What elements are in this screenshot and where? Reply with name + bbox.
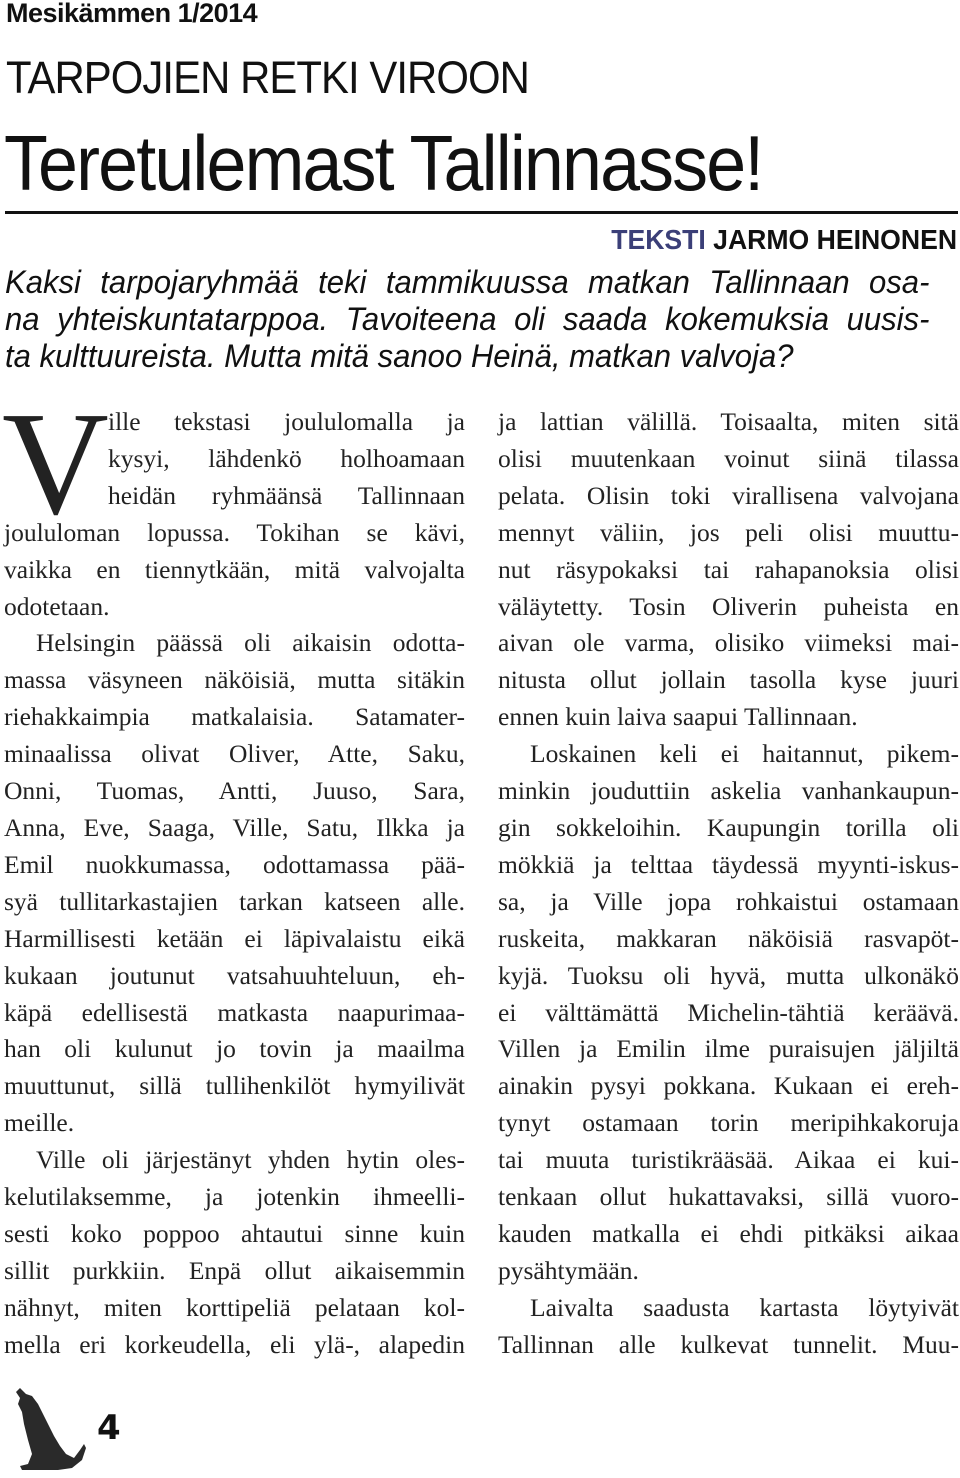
drop-cap: V	[2, 382, 109, 546]
body-text-line: tenkaan ollut hukattavaksi, sillä vuoro-	[498, 1182, 959, 1212]
body-text-line: ainakin pysyi pokkana. Kukaan ei ereh-	[498, 1071, 959, 1101]
body-text-line: kysyi, lähdenkö holhoamaan	[108, 443, 465, 473]
body-text-line: Anna, Eve, Saaga, Ville, Satu, Ilkka ja	[4, 812, 465, 842]
body-text-line: minkin jouduttiin askelia vanhankaupun-	[498, 776, 959, 806]
body-text-line: mella eri korkeudella, eli ylä-, alapedin	[4, 1329, 465, 1359]
body-text-line: tai muuta turistikrääsää. Aikaa ei kui-	[498, 1145, 959, 1175]
body-text-line: vaikka en tiennytkään, mitä valvojalta	[4, 554, 465, 584]
body-text-line: han oli kulunut jo tovin ja maailma	[4, 1034, 465, 1064]
body-text-line: kauden matkalla ei ehdi pitkäksi aikaa	[498, 1218, 959, 1248]
body-text-line: muuttunut, sillä tullihenkilöt hymyilivät	[4, 1071, 465, 1101]
body-text-line: olisi muutenkaan voinut siinä tilassa	[498, 443, 959, 473]
body-column-left	[4, 404, 465, 1364]
body-text-line: meille.	[4, 1108, 75, 1138]
body-text-line: mennyt väliin, jos peli olisi muuttu-	[498, 517, 959, 547]
body-text-line: kelutilaksemme, ja jotenkin ihmeelli-	[4, 1182, 465, 1212]
body-column-right	[498, 404, 959, 1364]
body-text-line: pysähtymään.	[498, 1255, 639, 1285]
byline	[611, 224, 957, 256]
howling-wolf-icon	[8, 1384, 88, 1474]
body-text-line: Laivalta saadusta kartasta löytyivät	[530, 1292, 959, 1322]
body-text-line: ennen kuin laiva saapui Tallinnaan.	[498, 702, 858, 732]
article-title: Teretulemast Tallinnasse!	[4, 119, 763, 207]
body-text-line: syä tullitarkastajien tarkan katseen alle.	[4, 886, 465, 916]
body-text-line: käpä edellisestä matkasta naapurimaa-	[4, 997, 465, 1027]
body-text-line: heidän ryhmäänsä Tallinnaan	[108, 480, 465, 510]
body-text-line: nut räsypokaksi tai rahapanoksia olisi	[498, 554, 959, 584]
body-text-line: mökkiä ja telttaa täydessä myynti-iskus-	[498, 849, 959, 879]
body-text-line: gin sokkeloihin. Kaupungin torilla oli	[498, 812, 959, 842]
body-text-line: nähnyt, miten korttipeliä pelataan kol-	[4, 1292, 465, 1322]
issue-label: Mesikämmen 1/2014	[6, 0, 258, 28]
body-text-line: Tallinnan alle kulkevat tunnelit. Muu-	[498, 1329, 959, 1359]
byline-author: JARMO HEINONEN	[713, 224, 957, 255]
body-text-line: minaalissa olivat Oliver, Atte, Saku,	[4, 739, 465, 769]
body-text-line: Loskainen keli ei haitannut, pikem-	[530, 739, 959, 769]
body-text-line: aivan ole varma, olisiko viimeksi mai-	[498, 628, 959, 658]
body-text-line: ei välttämättä Michelin-tähtiä keräävä.	[498, 997, 959, 1027]
body-text-line: riehakkaimpia matkalaisia. Satamater-	[4, 702, 465, 732]
body-text-line: tynyt ostamaan torin meripihkakoruja	[498, 1108, 959, 1138]
body-text-line: Helsingin päässä oli aikaisin odotta-	[36, 628, 465, 658]
article-lede	[5, 264, 958, 375]
lede-line: ta kulttuureista. Mutta mitä sanoo Heinä, matkan valvoja?	[5, 338, 794, 374]
body-text-line: kukaan joutunut vatsahuuhteluun, eh-	[4, 960, 465, 990]
body-text-line: joululoman lopussa. Tokihan se kävi,	[4, 517, 465, 547]
body-text-line: nitusta ollut jollain tasolla kyse juuri	[498, 665, 959, 695]
body-text-line: sa, ja Ville jopa rohkaistui ostamaan	[498, 886, 959, 916]
body-text-line: väläytetty. Tosin Oliverin puheista en	[498, 591, 959, 621]
body-text-line: Ville oli järjestänyt yhden hytin oles-	[36, 1145, 465, 1175]
body-text-line: kyjä. Tuoksu oli hyvä, mutta ulkonäkö	[498, 960, 959, 990]
page-number: 4	[97, 1408, 121, 1448]
lede-line: Kaksi tarpojaryhmää teki tammikuussa matkan Tallinnaan osa-	[5, 264, 930, 300]
lede-line: na yhteiskuntatarppoa. Tavoiteena oli saada kokemuksia uusis-	[5, 301, 930, 337]
title-divider	[5, 211, 958, 214]
article-kicker: TARPOJIEN RETKI VIROON	[6, 52, 529, 103]
body-text-line: pelata. Olisin toki virallisena valvojana	[498, 480, 959, 510]
body-text-line: Emil nuokkumassa, odottamassa pää-	[4, 849, 465, 879]
body-text-line: sesti koko poppoo ahtautui sinne kuin	[4, 1218, 465, 1248]
body-text-line: sillit purkkiin. Enpä ollut aikaisemmin	[4, 1255, 465, 1285]
byline-label: TEKSTI	[611, 224, 706, 255]
body-text-line: massa väsyneen näköisiä, mutta sitäkin	[4, 665, 465, 695]
body-text-line: ruskeita, makkaran näköisiä rasvapöt-	[498, 923, 959, 953]
body-text-line: Villen ja Emilin ilme puraisujen jäljiltä	[498, 1034, 959, 1064]
body-text-line: ille tekstasi joululomalla ja	[108, 407, 465, 436]
body-text-line: odotetaan.	[4, 591, 110, 621]
body-text-line: Onni, Tuomas, Antti, Juuso, Sara,	[4, 776, 465, 806]
body-text-line: Harmillisesti ketään ei läpivalaistu eikä	[4, 923, 465, 953]
body-text-line: ja lattian välillä. Toisaalta, miten sitä	[498, 407, 959, 436]
